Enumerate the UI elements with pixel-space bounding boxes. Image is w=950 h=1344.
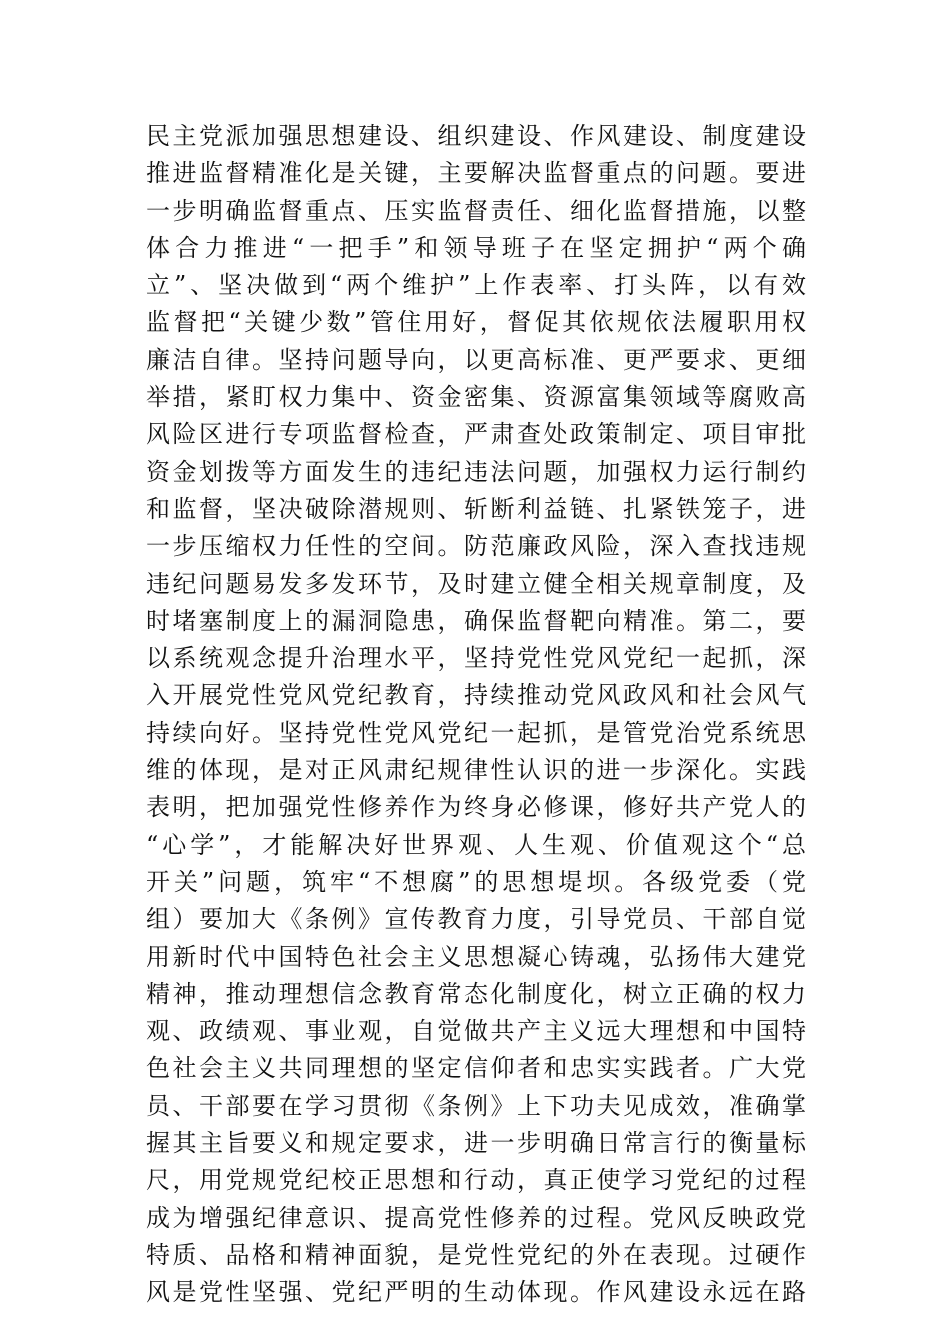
text-line: 员、干部要在学习贯彻《条例》上下功夫见成效，准确掌	[146, 1091, 806, 1120]
text-line: 时堵塞制度上的漏洞隐患，确保监督靶向精准。第二，要	[146, 606, 806, 635]
text-line: 廉洁自律。坚持问题导向，以更高标准、更严要求、更细	[146, 345, 806, 374]
text-line: 违纪问题易发多发环节，及时建立健全相关规章制度，及	[146, 569, 806, 598]
text-line: 色社会主义共同理想的坚定信仰者和忠实实践者。广大党	[146, 1054, 806, 1083]
text-line: 体合力推进“一把手”和领导班子在坚定拥护“两个确	[146, 233, 806, 262]
text-line: 组）要加大《条例》宣传教育力度，引导党员、干部自觉	[146, 905, 806, 934]
text-line: 一步压缩权力任性的空间。防范廉政风险，深入查找违规	[146, 532, 806, 561]
text-line: 风险区进行专项监督检查，严肃查处政策制定、项目审批	[146, 420, 806, 449]
text-line: 立”、坚决做到“两个维护”上作表率、打头阵，以有效	[146, 271, 806, 300]
text-line: 开关”问题，筑牢“不想腐”的思想堤坝。各级党委（党	[146, 867, 806, 896]
text-line: 民主党派加强思想建设、组织建设、作风建设、制度建设	[146, 122, 806, 150]
text-line: 尺，用党规党纪校正思想和行动，真正使学习党纪的过程	[146, 1166, 806, 1195]
text-line: 维的体现，是对正风肃纪规律性认识的进一步深化。实践	[146, 756, 806, 785]
text-line: 表明，把加强党性修养作为终身必修课，修好共产党人的	[146, 793, 806, 822]
text-line: 风是党性坚强、党纪严明的生动体现。作风建设永远在路	[146, 1278, 806, 1307]
text-line: 特质、品格和精神面貌，是党性党纪的外在表现。过硬作	[146, 1240, 806, 1269]
text-line: 入开展党性党风党纪教育，持续推动党风政风和社会风气	[146, 681, 806, 710]
text-line: 持续向好。坚持党性党风党纪一起抓，是管党治党系统思	[146, 718, 806, 747]
text-line: 成为增强纪律意识、提高党性修养的过程。党风反映政党	[146, 1203, 806, 1232]
body-text	[146, 118, 806, 1312]
text-line: 推进监督精准化是关键，主要解决监督重点的问题。要进	[146, 159, 806, 188]
text-line: 资金划拨等方面发生的违纪违法问题，加强权力运行制约	[146, 457, 806, 486]
text-line: 一步明确监督重点、压实监督责任、细化监督措施，以整	[146, 196, 806, 225]
text-line: 握其主旨要义和规定要求，进一步明确日常言行的衡量标	[146, 1129, 806, 1158]
text-line: 监督把“关键少数”管住用好，督促其依规依法履职用权	[146, 308, 806, 337]
text-line: 精神，推动理想信念教育常态化制度化，树立正确的权力	[146, 979, 806, 1008]
text-line: 和监督，坚决破除潜规则、斩断利益链、扎紧铁笼子，进	[146, 494, 806, 523]
text-line: 观、政绩观、事业观，自觉做共产主义远大理想和中国特	[146, 1017, 806, 1046]
text-line: 用新时代中国特色社会主义思想凝心铸魂，弘扬伟大建党	[146, 942, 806, 971]
text-line: 以系统观念提升治理水平，坚持党性党风党纪一起抓，深	[146, 644, 806, 673]
text-line: “心学”，才能解决好世界观、人生观、价值观这个“总	[146, 830, 806, 859]
text-line: 举措，紧盯权力集中、资金密集、资源富集领域等腐败高	[146, 383, 806, 412]
